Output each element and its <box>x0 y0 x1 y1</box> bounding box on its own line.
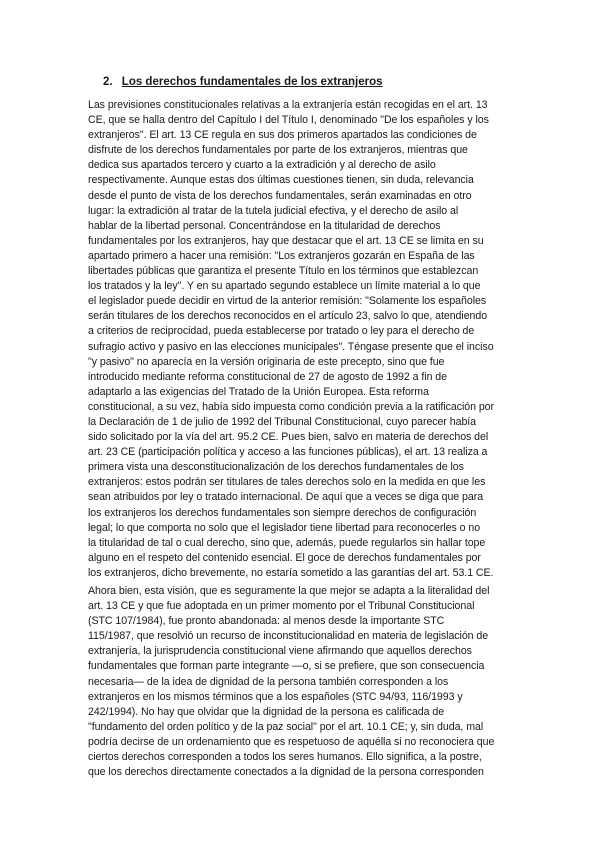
text-line: hablar de la libertad personal. Concentrándose en la titularidad de derechos <box>88 219 441 232</box>
text-line: disfrute de los derechos fundamentales por parte de los extranjeros, mientras que <box>88 144 468 157</box>
text-line: apartado primero a hacer una remisión: "Los extranjeros gozarán en España de las <box>88 249 475 262</box>
text-line: el legislador puede decidir en virtud de la anterior remisión: "Solamente los españoles <box>88 295 487 308</box>
text-line: (STC 107/1984), fue pronto abandonada: al menos desde la importante STC <box>88 615 445 628</box>
text-line: que los derechos directamente conectados a la dignidad de la persona corresponden <box>88 766 484 779</box>
text-line: sido solicitado por la vía del art. 95.2 CE. Pues bien, salvo en materia de derechos del <box>88 431 489 444</box>
text-line: CE, que se halla dentro del Capítulo I del Título I, denominado "De los españoles y los <box>88 114 489 127</box>
section-number: 2. <box>103 76 113 88</box>
section-title: Los derechos fundamentales de los extranjeros <box>121 76 383 88</box>
text-line: Las previsiones constitucionales relativas a la extranjería están recogidas en el art. 13 <box>88 99 488 111</box>
text-line: libertades públicas que garantiza el presente Título en los términos que establezcan <box>88 265 479 278</box>
text-line: extranjeros". El art. 13 CE regula en sus dos primeros apartados las condiciones de <box>88 129 477 142</box>
text-line: "y pasivo" no aparecía en la versión originaria de este precepto, sino que fue <box>88 355 445 368</box>
text-line: podría decirse de un ordenamiento que es respetuoso de aquélla si no reconociera que <box>88 735 495 748</box>
text-line: necesaria— de la idea de dignidad de la persona también corresponden a los <box>88 675 449 688</box>
text-line: art. 23 CE (participación política y acceso a las funciones públicas), el art. 13 realiza a <box>88 446 488 459</box>
paragraph-2 <box>88 584 528 780</box>
text-line: fundamentales por los extranjeros, hay que destacar que el art. 13 CE se limita en su <box>88 234 484 247</box>
text-line: dedica sus apartados tercero y cuarto a la extradición y al derecho de asilo <box>88 159 436 172</box>
text-line: art. 13 CE y que fue adoptada en un primer momento por el Tribunal Constitucional <box>88 600 475 613</box>
text-line: los extranjeros los derechos fundamentales son siempre derechos de configuración <box>88 506 477 519</box>
text-line: extranjeros: estos podrán ser titulares de tales derechos solo en la medida en que les <box>88 476 486 489</box>
text-line: alguno en el respeto del contenido esencial. El goce de derechos fundamentales por <box>88 551 481 564</box>
text-line: sean atribuidos por ley o tratado internacional. De aquí que a veces se diga que para <box>88 491 484 504</box>
text-line: lugar: la extradición al tratar de la tutela judicial efectiva, y el derecho de asilo al <box>88 204 459 217</box>
text-line: extranjería, la jurisprudencia constitucional viene afirmando que aquellos derechos <box>88 645 472 658</box>
text-line: desde el punto de vista de los derechos fundamentales, serán examinadas en otro <box>88 189 472 202</box>
text-line: a criterios de reciprocidad, pueda establecerse por tratado o ley para el derecho de <box>88 325 475 338</box>
text-line: adaptarlo a las exigencias del Tratado de la Unión Europea. Esta reforma <box>88 385 429 398</box>
text-line: legal; lo que comporta no solo que el legislador tiene libertad para reconocerles o no <box>88 521 481 534</box>
text-line: introducido mediante reforma constitucional de 27 de agosto de 1992 a fin de <box>88 370 447 383</box>
text-line: la Declaración de 1 de julio de 1992 del Tribunal Constitucional, cuyo parecer había <box>88 415 477 428</box>
text-line: constitucional, a su vez, había sido impuesta como condición previa a la ratificación por <box>88 400 494 413</box>
text-line: 242/1994). No hay que olvidar que la dignidad de la persona es calificada de <box>88 705 445 718</box>
text-line: extranjeros en los mismos términos que a los españoles (STC 94/93, 116/1993 y <box>88 690 463 703</box>
text-line: ciertos derechos corresponden a todos los seres humanos. Ello significa, a la postre, <box>88 751 482 764</box>
text-line: "fundamento del orden político y de la paz social" por el art. 10.1 CE; y, sin duda, mal <box>88 720 484 733</box>
text-line: fundamentales que forman parte integrante —o, si se prefiere, que son consecuencia <box>88 660 485 673</box>
text-line: primera vista una desconstitucionalización de los derechos fundamentales de los <box>88 461 464 474</box>
text-line: sufragio activo y pasivo en las elecciones municipales". Téngase presente que el inciso <box>88 340 494 353</box>
text-line: la titularidad de tal o cual derecho, sino que, además, puede regularlos sin hallar tope <box>88 536 486 549</box>
text-line: respectivamente. Aunque estas dos últimas cuestiones tienen, sin duda, relevancia <box>88 174 474 187</box>
text-line: 115/1987, que resolvió un recurso de inconstitucionalidad en materia de legislación de <box>88 630 489 643</box>
text-line: los extranjeros, dicho brevemente, no estaría sometido a las garantías del art. 53.1 CE. <box>88 566 494 579</box>
text-line: serán titulares de los derechos reconocidos en el artículo 23, salvo lo que, atendiendo <box>88 310 488 323</box>
section-heading <box>103 76 383 88</box>
paragraph-1 <box>88 98 528 581</box>
text-line: Ahora bien, esta visión, que es seguramente la que mejor se adapta a la literalidad del <box>88 585 490 597</box>
text-line: los tratados y la ley". Y en su apartado segundo establece un límite material a lo que <box>88 280 481 293</box>
